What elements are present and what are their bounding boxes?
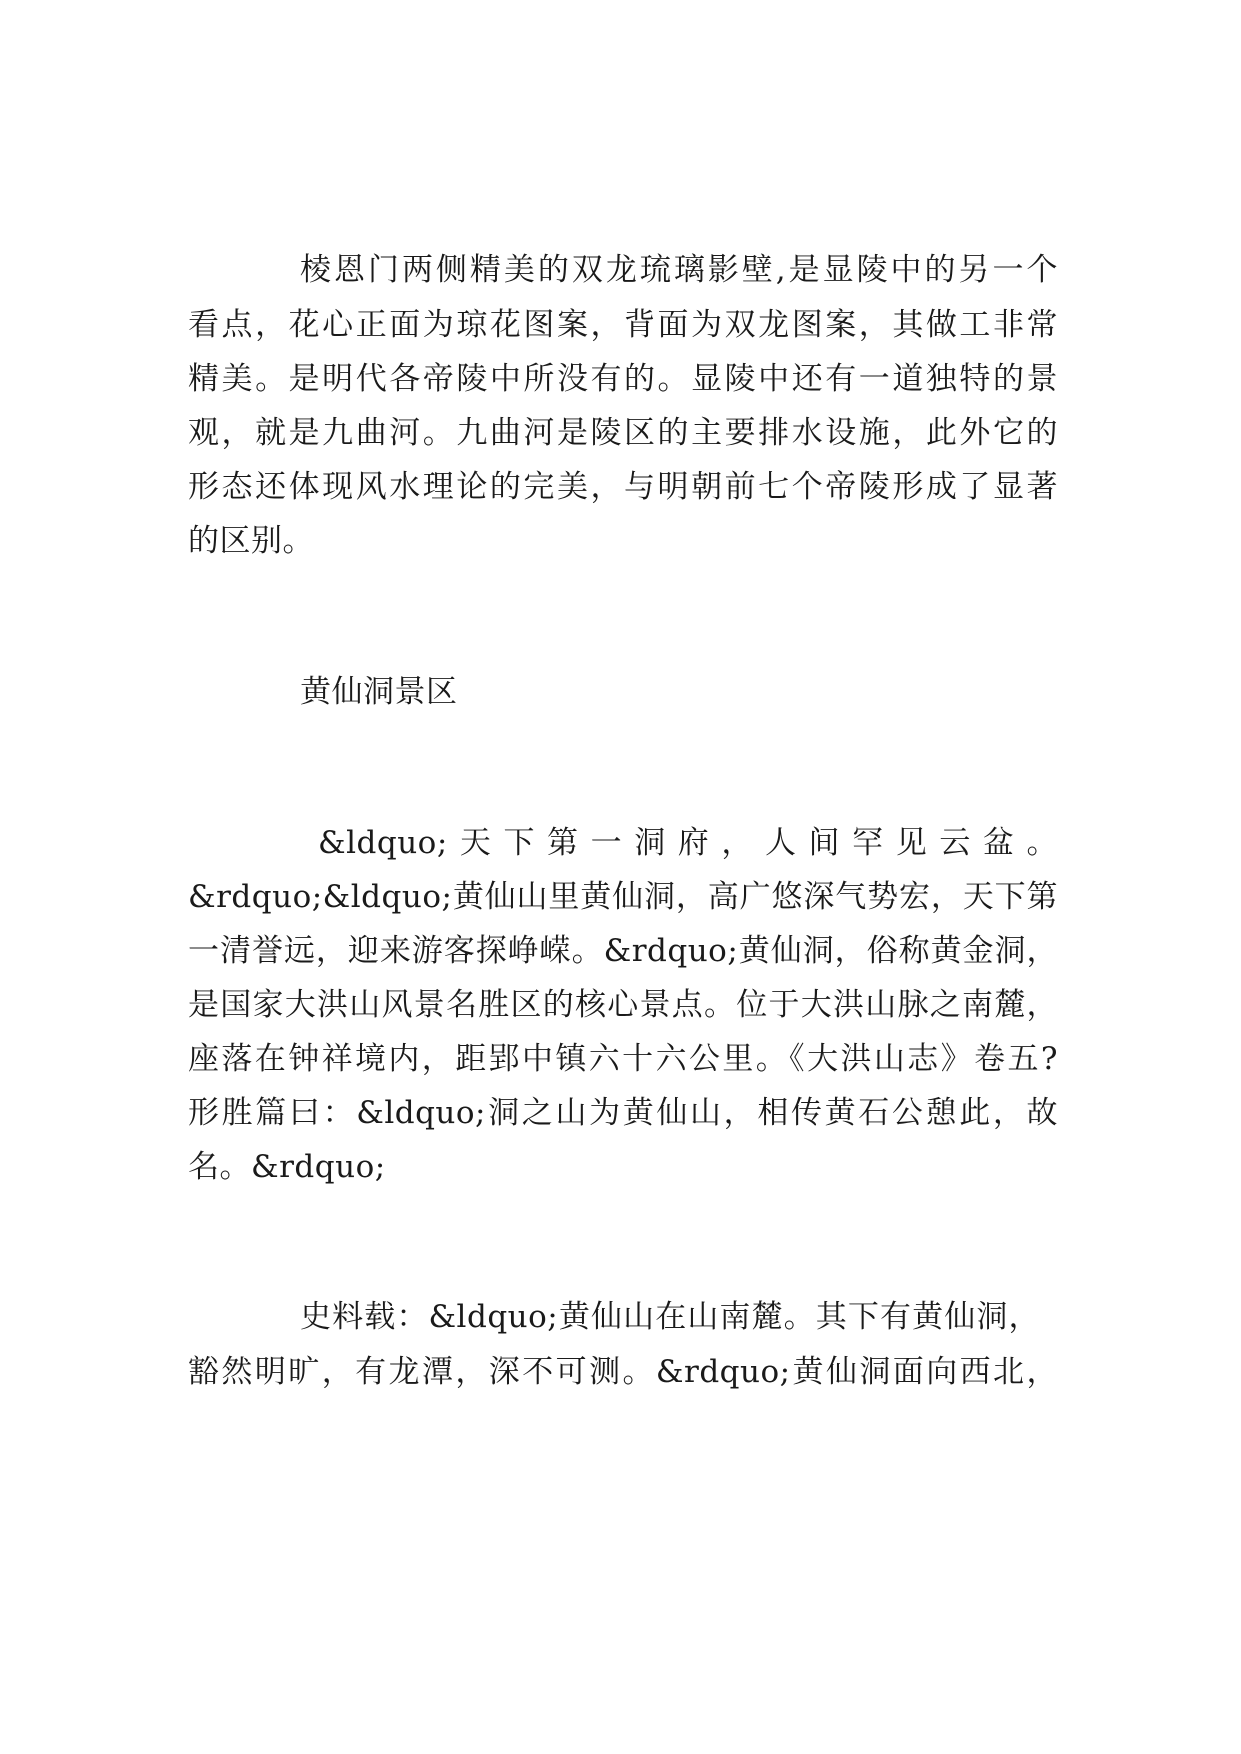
paragraph-1-line-3: 精美。是明代各帝陵中所没有的。显陵中还有一道独特的景 <box>188 361 1058 397</box>
paragraph-1-line-2: 看点，花心正面为琼花图案，背面为双龙图案，其做工非常 <box>188 307 1058 343</box>
paragraph-3-line-1: 史料载：&ldquo;黄仙山在山南麓。其下有黄仙洞， <box>300 1299 1040 1335</box>
section-heading: 黄仙洞景区 <box>300 674 458 710</box>
paragraph-1-line-6: 的区别。 <box>188 523 314 559</box>
paragraph-1-line-5: 形态还体现风水理论的完美，与明朝前七个帝陵形成了显著 <box>188 469 1058 505</box>
paragraph-2-line-5: 座落在钟祥境内，距郢中镇六十六公里。《大洪山志》卷五? <box>188 1041 1058 1077</box>
paragraph-2-line-7: 名。&rdquo; <box>188 1149 386 1185</box>
paragraph-3-line-2: 豁然明旷，有龙潭，深不可测。&rdquo;黄仙洞面向西北， <box>188 1354 1058 1390</box>
paragraph-1-line-4: 观，就是九曲河。九曲河是陵区的主要排水设施，此外它的 <box>188 415 1058 451</box>
paragraph-2-line-1: &ldquo;天下第一洞府，人间罕见云盆。 <box>318 825 1058 861</box>
paragraph-2-line-6: 形胜篇曰：&ldquo;洞之山为黄仙山，相传黄石公憩此，故 <box>188 1095 1058 1131</box>
paragraph-2-line-3: 一清誉远，迎来游客探峥嵘。&rdquo;黄仙洞，俗称黄金洞， <box>188 933 1058 969</box>
paragraph-2-line-2: &rdquo;&ldquo;黄仙山里黄仙洞，高广悠深气势宏，天下第 <box>188 879 1058 915</box>
paragraph-2-line-4: 是国家大洪山风景名胜区的核心景点。位于大洪山脉之南麓， <box>188 987 1058 1023</box>
paragraph-1-line-1: 棱恩门两侧精美的双龙琉璃影壁,是显陵中的另一个 <box>300 252 1058 288</box>
